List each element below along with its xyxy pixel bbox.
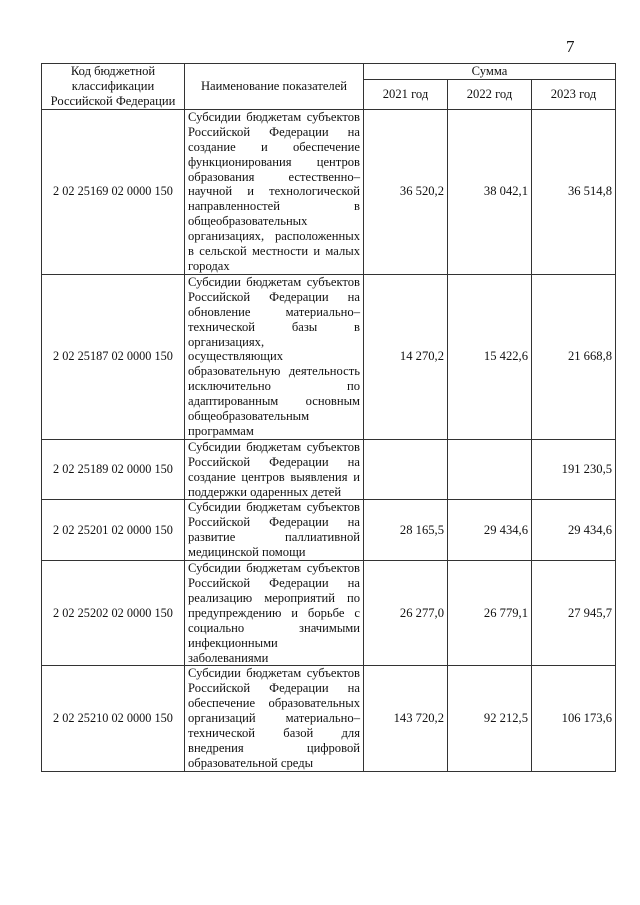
table-header-row [42, 64, 616, 80]
row-value-2022: 26 779,1 [448, 561, 532, 666]
row-value-2022 [448, 439, 532, 500]
row-value-2021 [364, 439, 448, 500]
header-code: Код бюджетной классификации Российской Федерации [42, 64, 185, 110]
header-name: Наименование показателей [185, 64, 364, 110]
row-name: Субсидии бюджетам субъектов Российской Федерации на реализацию мероприятий по предупреждению и борьбе с социально значимыми инфекционными заболеваниями [185, 561, 364, 666]
table-row [42, 109, 616, 274]
row-value-2021: 143 720,2 [364, 666, 448, 771]
row-value-2023: 21 668,8 [532, 274, 616, 439]
row-value-2022: 29 434,6 [448, 500, 532, 561]
table-row [42, 500, 616, 561]
row-value-2023: 36 514,8 [532, 109, 616, 274]
row-name: Субсидии бюджетам субъектов Российской Федерации на создание центров выявления и поддержки одаренных детей [185, 439, 364, 500]
row-code: 2 02 25169 02 0000 150 [42, 109, 185, 274]
row-value-2022: 38 042,1 [448, 109, 532, 274]
row-value-2021: 26 277,0 [364, 561, 448, 666]
table-row [42, 561, 616, 666]
header-year-2021: 2021 год [364, 79, 448, 109]
header-sum: Сумма [364, 64, 616, 80]
row-value-2023: 29 434,6 [532, 500, 616, 561]
header-year-2022: 2022 год [448, 79, 532, 109]
table-row [42, 274, 616, 439]
row-value-2022: 92 212,5 [448, 666, 532, 771]
row-code: 2 02 25202 02 0000 150 [42, 561, 185, 666]
budget-table [41, 63, 616, 772]
row-name: Субсидии бюджетам субъектов Российской Федерации на обновление материально–технической базы в организациях, осуществляющих образовательную деятельность исключительно по адаптированным основным общеобразовательным программам [185, 274, 364, 439]
row-value-2021: 28 165,5 [364, 500, 448, 561]
page-number: 7 [566, 37, 575, 56]
table-row [42, 439, 616, 500]
row-name: Субсидии бюджетам субъектов Российской Федерации на развитие паллиативной медицинской помощи [185, 500, 364, 561]
row-value-2023: 27 945,7 [532, 561, 616, 666]
header-year-2023: 2023 год [532, 79, 616, 109]
row-value-2023: 106 173,6 [532, 666, 616, 771]
row-name: Субсидии бюджетам субъектов Российской Федерации на создание и обеспечение функционирования центров образования естественно–научной и технологической направленностей в общеобразовательных организациях, расположенных в сельской местности и малых городах [185, 109, 364, 274]
row-value-2021: 36 520,2 [364, 109, 448, 274]
row-value-2023: 191 230,5 [532, 439, 616, 500]
row-code: 2 02 25189 02 0000 150 [42, 439, 185, 500]
row-value-2022: 15 422,6 [448, 274, 532, 439]
table-row [42, 666, 616, 771]
row-code: 2 02 25187 02 0000 150 [42, 274, 185, 439]
row-value-2021: 14 270,2 [364, 274, 448, 439]
row-code: 2 02 25210 02 0000 150 [42, 666, 185, 771]
row-code: 2 02 25201 02 0000 150 [42, 500, 185, 561]
row-name: Субсидии бюджетам субъектов Российской Федерации на обеспечение образовательных организаций материально–технической базой для внедрения цифровой образовательной среды [185, 666, 364, 771]
